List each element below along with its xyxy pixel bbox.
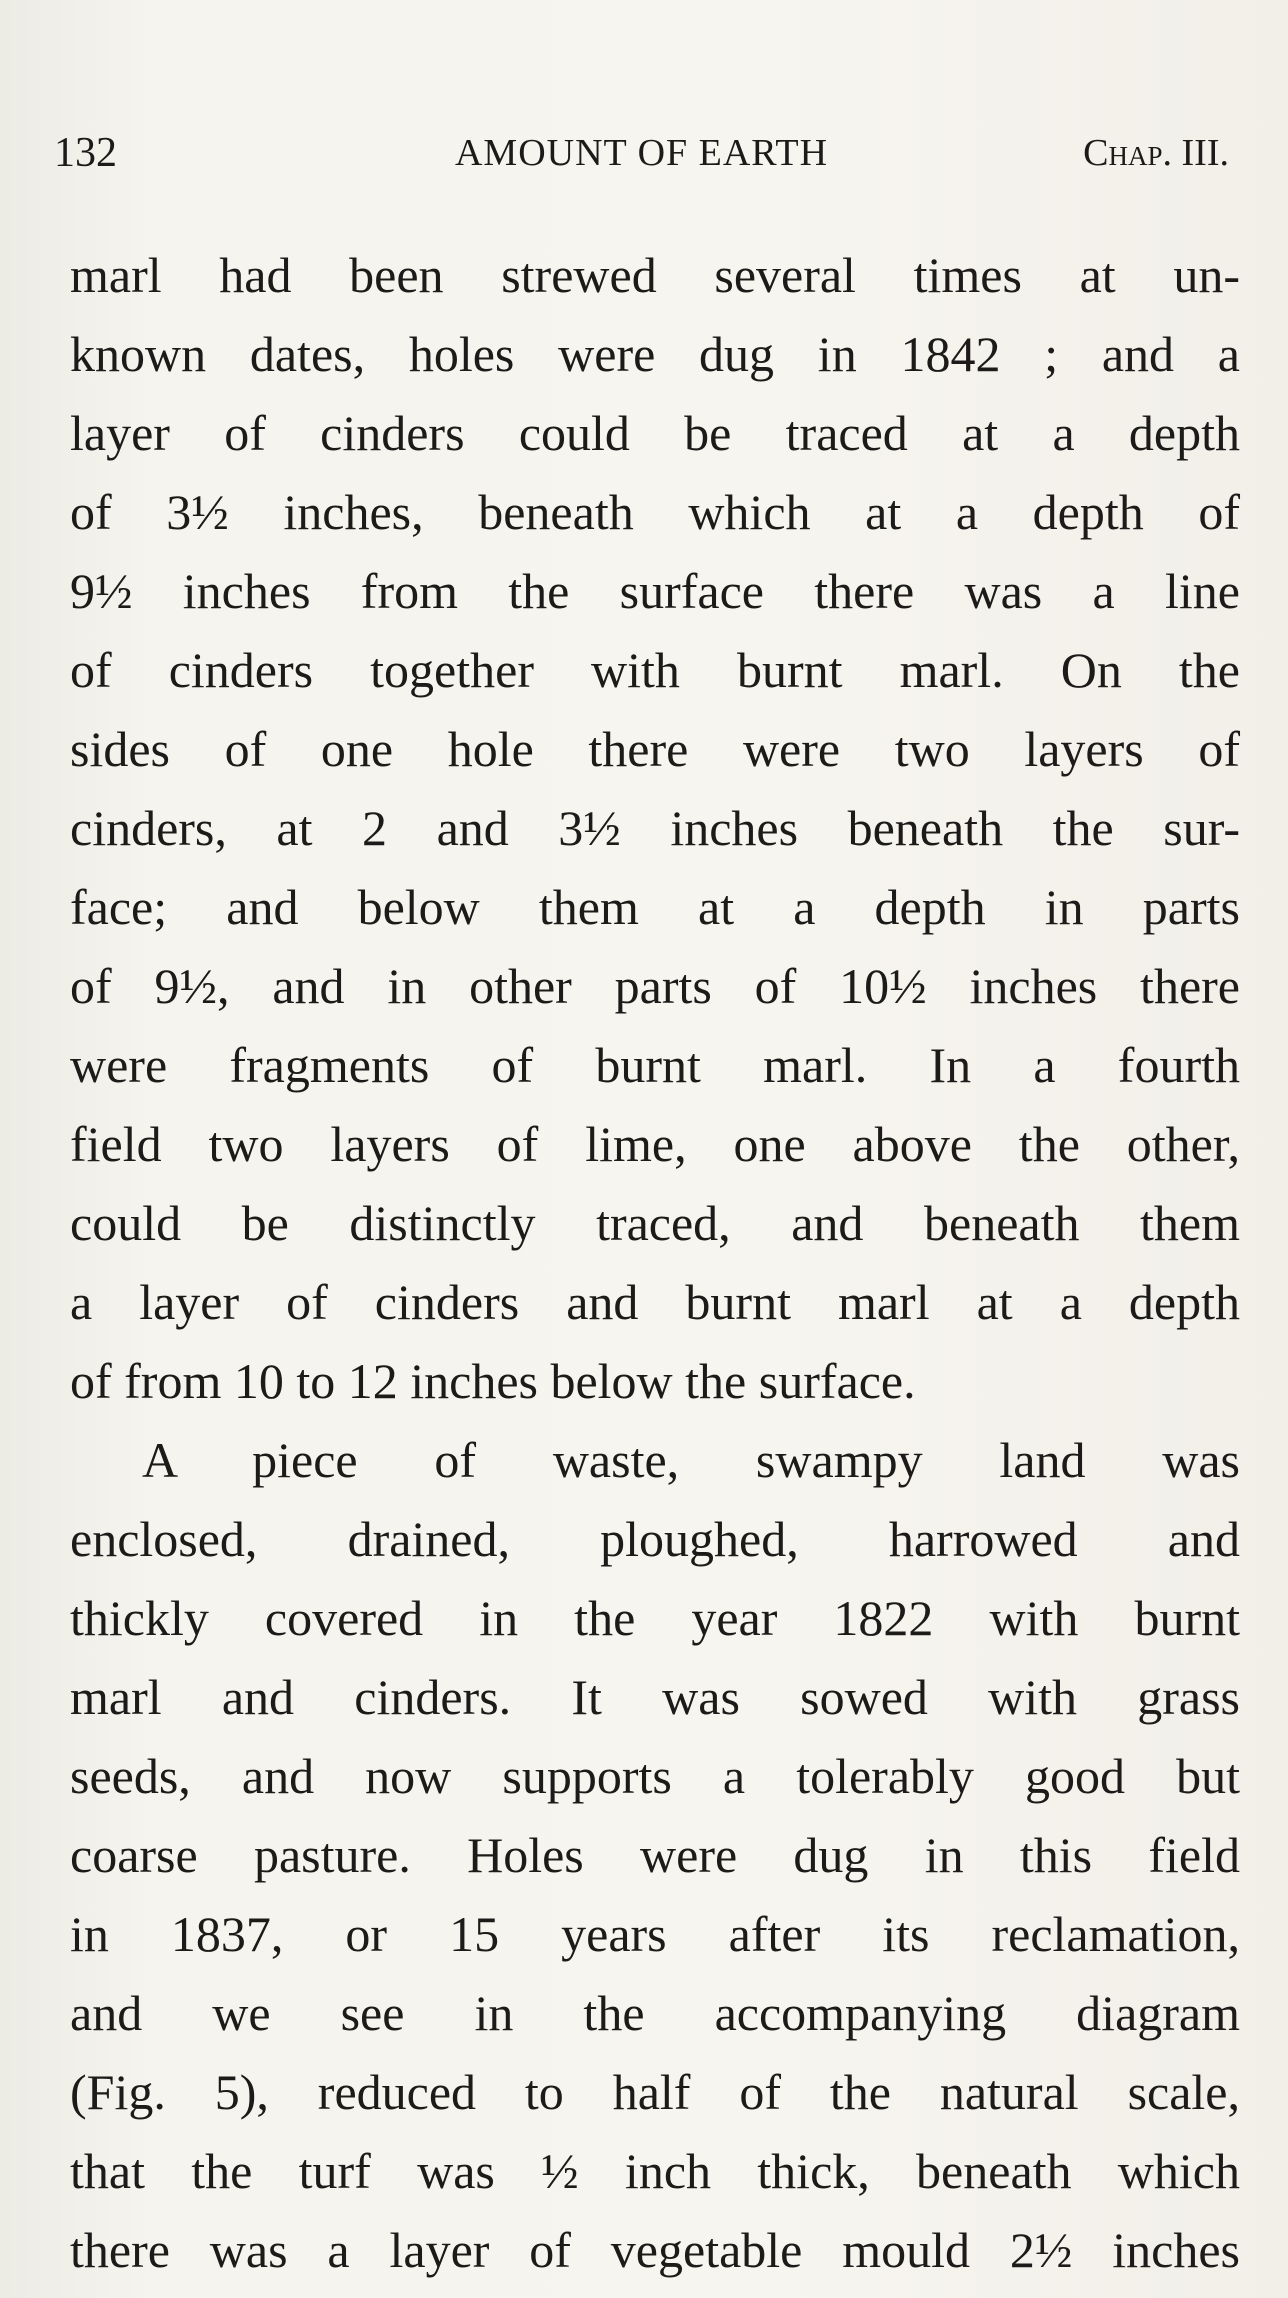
text-line: 9½ inches from the surface there was a line <box>70 563 1240 619</box>
text-line: cinders, at 2 and 3½ inches beneath the sur- <box>70 800 1240 856</box>
text-line: thickly covered in the year 1822 with burnt <box>70 1590 1240 1646</box>
text-line: (Fig. 5), reduced to half of the natural scale, <box>70 2064 1240 2120</box>
body-text <box>70 236 1240 2290</box>
text-line: could be distinctly traced, and beneath them <box>70 1195 1240 1251</box>
text-line: of 3½ inches, beneath which at a depth of <box>70 484 1240 540</box>
text-line: of from 10 to 12 inches below the surface. <box>70 1353 916 1409</box>
running-title: AMOUNT OF EARTH <box>454 132 829 174</box>
text-line: field two layers of lime, one above the other, <box>70 1116 1240 1172</box>
page-number: 132 <box>54 130 117 176</box>
text-line: marl had been strewed several times at un- <box>70 247 1240 303</box>
chapter-label: Chap. III. <box>1083 132 1229 174</box>
text-line: layer of cinders could be traced at a depth <box>70 405 1240 461</box>
text-line: that the turf was ½ inch thick, beneath which <box>70 2143 1240 2199</box>
text-line: of 9½, and in other parts of 10½ inches there <box>70 958 1240 1014</box>
text-line: a layer of cinders and burnt marl at a depth <box>70 1274 1240 1330</box>
text-line: sides of one hole there were two layers of <box>70 721 1240 777</box>
text-line: in 1837, or 15 years after its reclamation, <box>70 1906 1240 1962</box>
text-line: face; and below them at a depth in parts <box>70 879 1240 935</box>
text-line: coarse pasture. Holes were dug in this field <box>70 1827 1240 1883</box>
text-line: known dates, holes were dug in 1842 ; and a <box>70 326 1240 382</box>
text-line: and we see in the accompanying diagram <box>70 1985 1240 2041</box>
text-line: there was a layer of vegetable mould 2½ inches <box>70 2222 1240 2278</box>
text-line: marl and cinders. It was sowed with grass <box>70 1669 1240 1725</box>
text-line: were fragments of burnt marl. In a fourth <box>70 1037 1240 1093</box>
text-line: seeds, and now supports a tolerably good but <box>70 1748 1240 1804</box>
text-line: enclosed, drained, ploughed, harrowed and <box>70 1511 1240 1567</box>
text-line: of cinders together with burnt marl. On the <box>70 642 1240 698</box>
page-header <box>54 118 1229 188</box>
paragraph-start-line: A piece of waste, swampy land was <box>142 1432 1240 1488</box>
